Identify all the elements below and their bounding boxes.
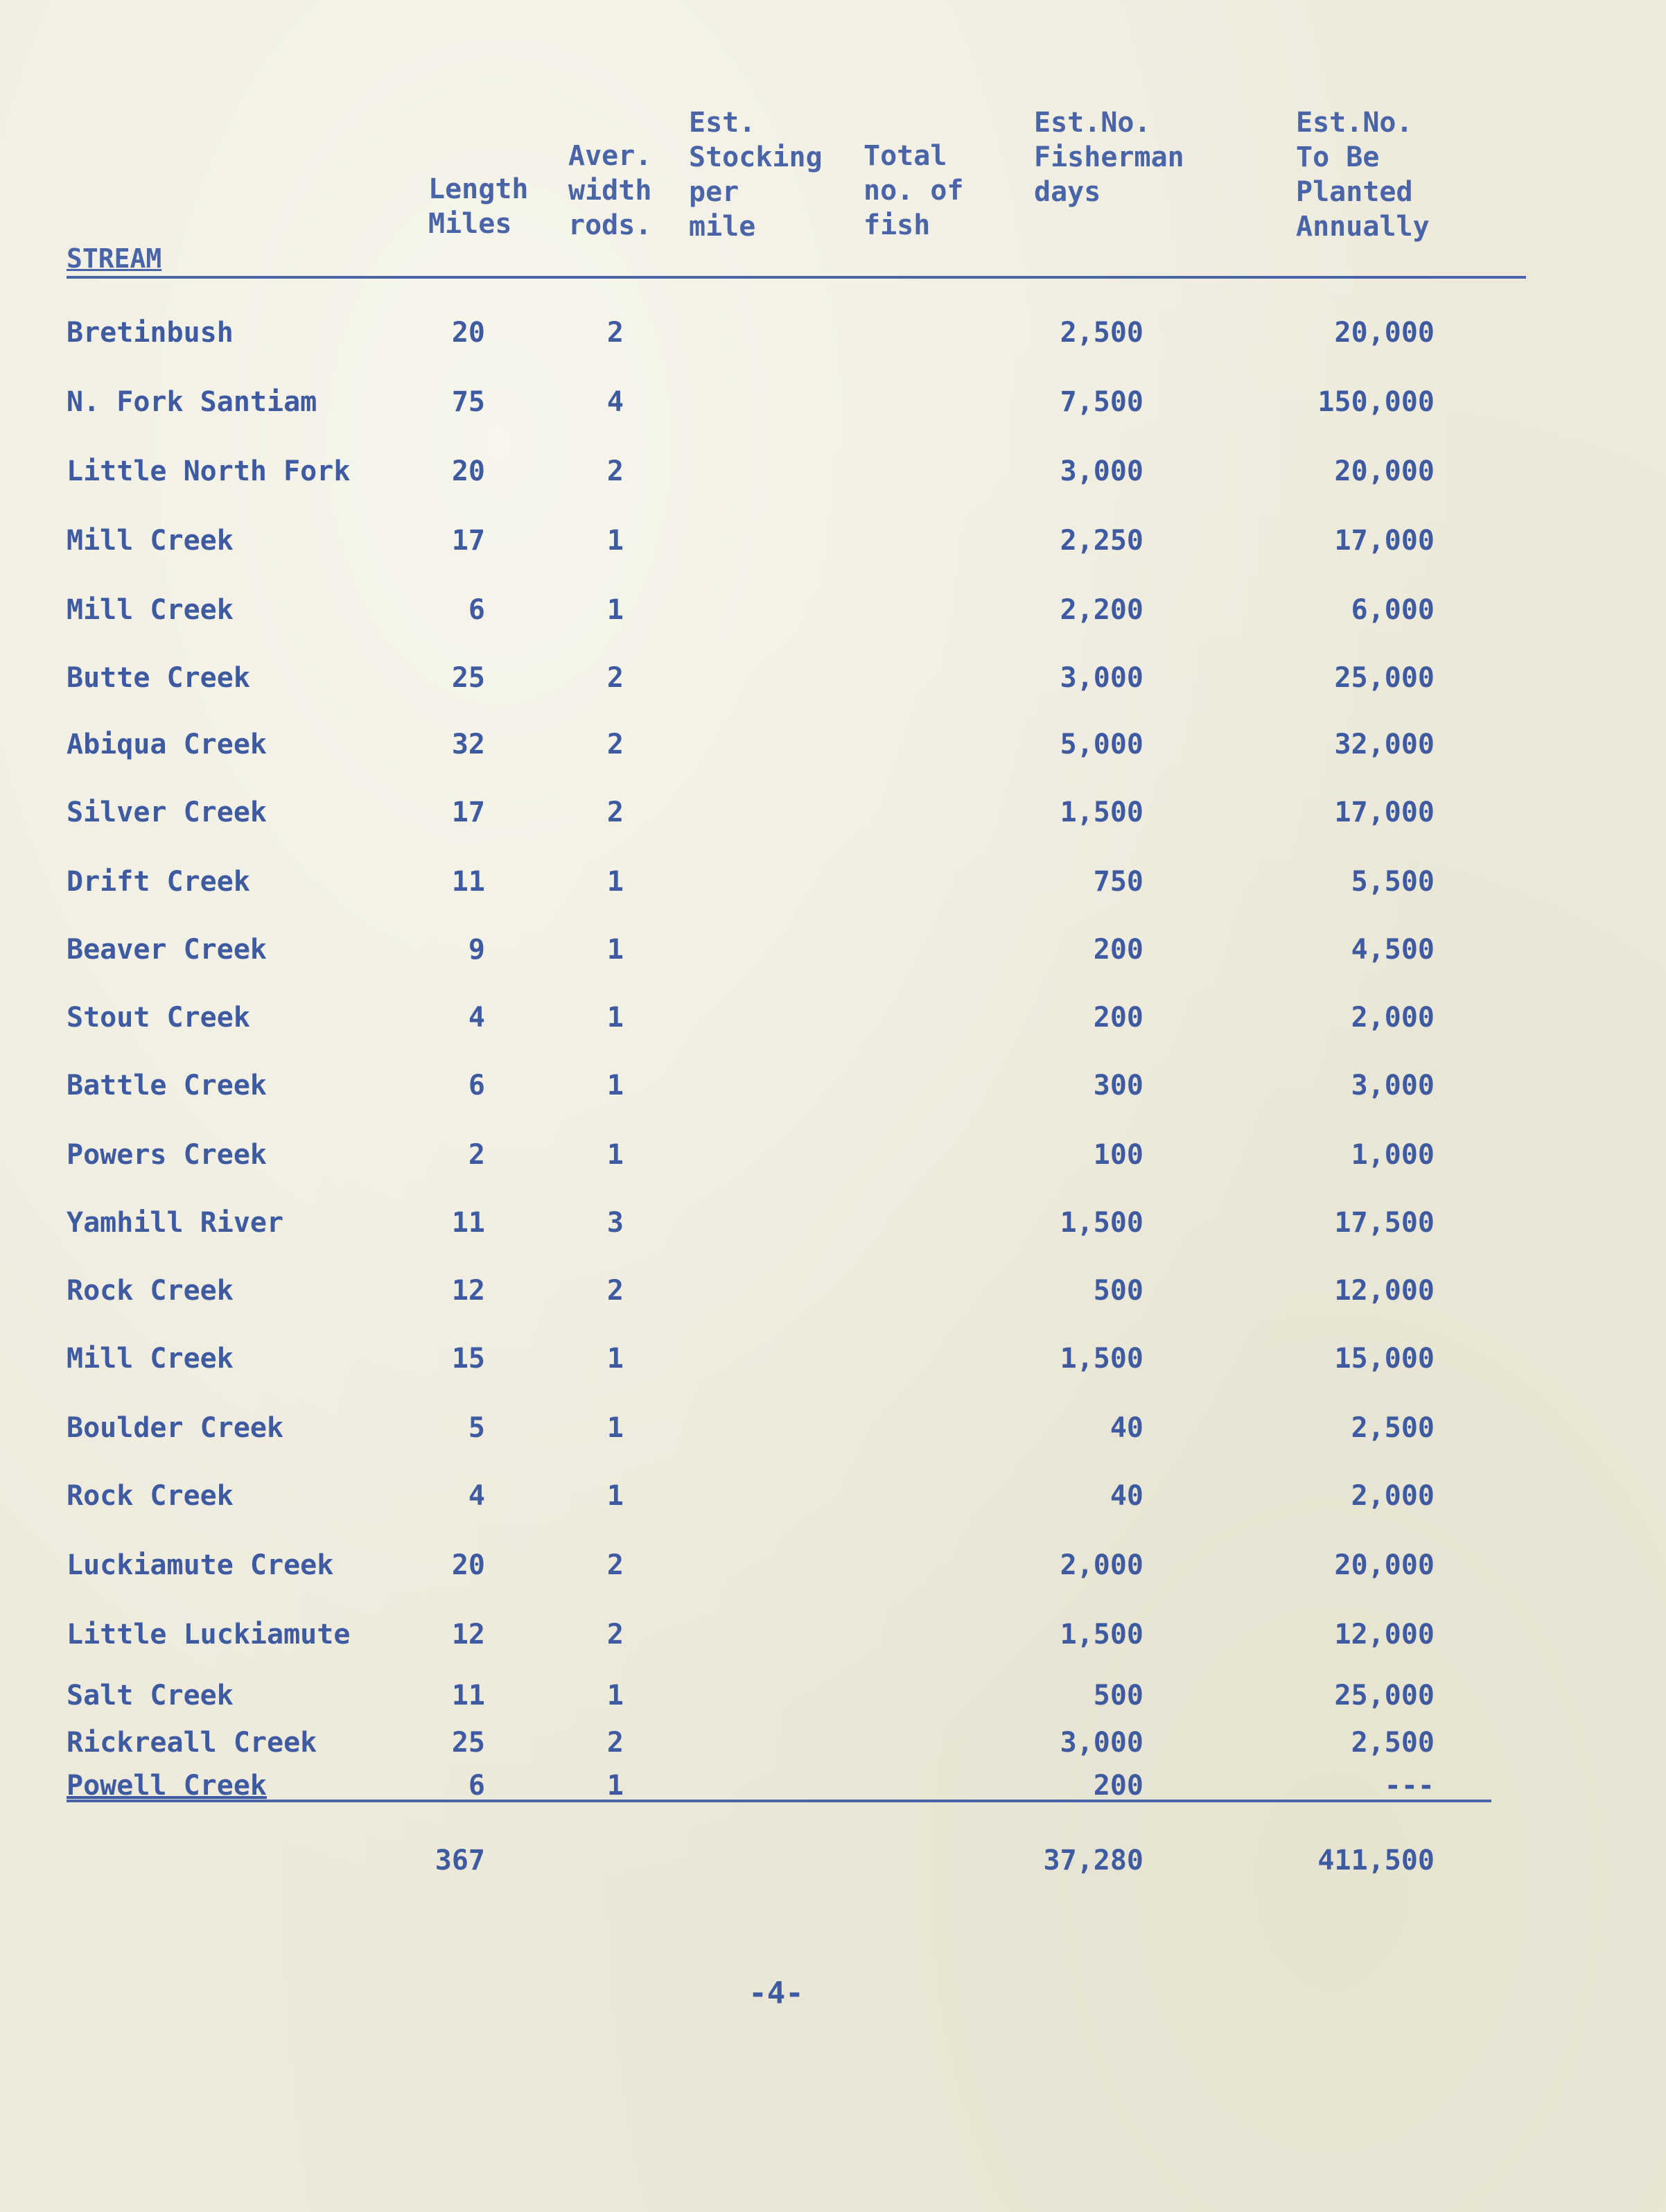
stream-name: Yamhill River — [67, 1207, 284, 1239]
length-miles: 6 — [468, 1070, 485, 1101]
average-width: 1 — [606, 1343, 624, 1375]
header-total-line: no. of — [863, 175, 964, 207]
length-miles: 4 — [468, 1002, 485, 1034]
table-row — [0, 1723, 1666, 1762]
stream-name: Rickreall Creek — [67, 1727, 317, 1759]
planted-annually: 1,000 — [1351, 1139, 1435, 1171]
length-miles: 25 — [451, 662, 485, 694]
table-row — [0, 1066, 1666, 1105]
planted-annually: 17,500 — [1334, 1207, 1435, 1239]
table-row — [0, 383, 1666, 421]
header-rule — [67, 276, 1526, 279]
header-length-line: Length — [428, 173, 529, 205]
table-row — [0, 725, 1666, 764]
table-row — [0, 1546, 1666, 1585]
average-width: 1 — [606, 1412, 624, 1444]
fisherman-days: 2,500 — [1060, 317, 1143, 349]
length-miles: 17 — [451, 796, 485, 828]
header-planted-annually — [1296, 105, 1430, 244]
length-miles: 20 — [451, 317, 485, 349]
stream-name: N. Fork Santiam — [67, 386, 317, 418]
stream-name: Stout Creek — [67, 1002, 250, 1034]
fisherman-days: 300 — [1093, 1070, 1143, 1101]
fisherman-days: 3,000 — [1060, 662, 1143, 694]
average-width: 2 — [606, 455, 624, 487]
table-row — [0, 793, 1666, 832]
stream-name: Butte Creek — [67, 662, 250, 694]
planted-annually: 6,000 — [1351, 594, 1435, 626]
planted-annually: 17,000 — [1334, 796, 1435, 828]
length-miles: 2 — [468, 1139, 485, 1171]
header-stocking — [689, 105, 823, 244]
table-row — [0, 1477, 1666, 1515]
stream-name: Powell Creek — [67, 1770, 267, 1802]
average-width: 4 — [606, 386, 624, 418]
planted-annually: 12,000 — [1334, 1619, 1435, 1651]
fisherman-days: 3,000 — [1060, 455, 1143, 487]
fisherman-days: 40 — [1110, 1412, 1143, 1444]
fisherman-days: 100 — [1093, 1139, 1143, 1171]
length-miles: 20 — [451, 1549, 485, 1581]
stream-name: Little Luckiamute — [67, 1619, 351, 1651]
table-row — [0, 591, 1666, 629]
table-row — [0, 1203, 1666, 1242]
average-width: 2 — [606, 1619, 624, 1651]
length-miles: 11 — [451, 1680, 485, 1712]
totals-rule — [67, 1800, 1491, 1802]
header-planted-line: Annually — [1296, 211, 1430, 243]
fisherman-days: 200 — [1093, 1002, 1143, 1034]
planted-annually: 3,000 — [1351, 1070, 1435, 1101]
average-width: 1 — [606, 594, 624, 626]
stream-name: Beaver Creek — [67, 934, 267, 966]
table-row — [0, 862, 1666, 901]
totals-row — [0, 1841, 1666, 1880]
header-width — [568, 139, 651, 243]
length-miles: 17 — [451, 525, 485, 557]
fisherman-days: 2,200 — [1060, 594, 1143, 626]
length-miles: 9 — [468, 934, 485, 966]
length-miles: 75 — [451, 386, 485, 418]
planted-annually: 12,000 — [1334, 1275, 1435, 1307]
average-width: 2 — [606, 662, 624, 694]
average-width: 3 — [606, 1207, 624, 1239]
total-planted: 411,500 — [1317, 1845, 1435, 1876]
header-stocking-line: Est. — [689, 107, 756, 139]
planted-annually: 2,000 — [1351, 1480, 1435, 1512]
header-width-line: rods. — [568, 209, 652, 241]
stream-name: Silver Creek — [67, 796, 267, 828]
fisherman-days: 200 — [1093, 1770, 1143, 1802]
header-planted-line: Planted — [1296, 176, 1413, 208]
planted-annually: 17,000 — [1334, 525, 1435, 557]
fisherman-days: 500 — [1093, 1680, 1143, 1712]
length-miles: 20 — [451, 455, 485, 487]
average-width: 1 — [606, 1070, 624, 1101]
header-total-line: fish — [863, 209, 931, 241]
table-row — [0, 521, 1666, 560]
length-miles: 11 — [451, 1207, 485, 1239]
average-width: 1 — [606, 1002, 624, 1034]
table-row — [0, 1615, 1666, 1654]
fisherman-days: 2,250 — [1060, 525, 1143, 557]
planted-annually: 25,000 — [1334, 1680, 1435, 1712]
planted-annually: 2,500 — [1351, 1727, 1435, 1759]
table-row — [0, 1409, 1666, 1447]
length-miles: 4 — [468, 1480, 485, 1512]
planted-annually: 15,000 — [1334, 1343, 1435, 1375]
length-miles: 12 — [451, 1619, 485, 1651]
stream-name: Luckiamute Creek — [67, 1549, 334, 1581]
table-row — [0, 930, 1666, 969]
table-row — [0, 313, 1666, 352]
average-width: 1 — [606, 866, 624, 898]
average-width: 1 — [606, 934, 624, 966]
total-length: 367 — [435, 1845, 485, 1876]
header-stocking-line: Stocking — [689, 141, 823, 173]
fisherman-days: 1,500 — [1060, 1343, 1143, 1375]
header-stocking-line: mile — [689, 211, 756, 243]
header-stocking-line: per — [689, 176, 739, 208]
fisherman-days: 500 — [1093, 1275, 1143, 1307]
stream-name: Boulder Creek — [67, 1412, 284, 1444]
length-miles: 6 — [468, 1770, 485, 1802]
header-length-line: Miles — [428, 208, 512, 240]
stream-name: Salt Creek — [67, 1680, 234, 1712]
stream-name: Battle Creek — [67, 1070, 267, 1101]
fisherman-days: 1,500 — [1060, 1207, 1143, 1239]
planted-annually: --- — [1384, 1770, 1435, 1802]
length-miles: 5 — [468, 1412, 485, 1444]
header-days-line: days — [1034, 176, 1101, 208]
table-row — [0, 1135, 1666, 1174]
planted-annually: 32,000 — [1334, 729, 1435, 760]
header-width-line: width — [568, 175, 652, 207]
total-fisherman-days: 37,280 — [1043, 1845, 1143, 1876]
stream-name: Rock Creek — [67, 1275, 234, 1307]
page-number: -4- — [748, 1976, 804, 2011]
length-miles: 12 — [451, 1275, 485, 1307]
fisherman-days: 200 — [1093, 934, 1143, 966]
stream-name: Powers Creek — [67, 1139, 267, 1171]
fisherman-days: 40 — [1110, 1480, 1143, 1512]
average-width: 1 — [606, 1480, 624, 1512]
fisherman-days: 1,500 — [1060, 796, 1143, 828]
planted-annually: 5,500 — [1351, 866, 1435, 898]
length-miles: 15 — [451, 1343, 485, 1375]
table-row — [0, 1676, 1666, 1715]
planted-annually: 20,000 — [1334, 1549, 1435, 1581]
length-miles: 11 — [451, 866, 485, 898]
table-row — [0, 1271, 1666, 1310]
length-miles: 6 — [468, 594, 485, 626]
stream-name: Bretinbush — [67, 317, 234, 349]
table-row — [0, 998, 1666, 1037]
length-miles: 32 — [451, 729, 485, 760]
header-days-line: Est.No. — [1034, 107, 1151, 139]
stream-name: Mill Creek — [67, 594, 234, 626]
table-row — [0, 1339, 1666, 1378]
stream-name: Drift Creek — [67, 866, 250, 898]
header-total — [863, 139, 964, 243]
average-width: 1 — [606, 525, 624, 557]
fisherman-days: 5,000 — [1060, 729, 1143, 760]
header-planted-line: Est.No. — [1296, 107, 1413, 139]
planted-annually: 4,500 — [1351, 934, 1435, 966]
table-row — [0, 452, 1666, 491]
average-width: 2 — [606, 1275, 624, 1307]
header-total-line: Total — [863, 140, 947, 172]
average-width: 1 — [606, 1139, 624, 1171]
planted-annually: 2,500 — [1351, 1412, 1435, 1444]
length-miles: 25 — [451, 1727, 485, 1759]
fisherman-days: 1,500 — [1060, 1619, 1143, 1651]
stream-name: Rock Creek — [67, 1480, 234, 1512]
planted-annually: 2,000 — [1351, 1002, 1435, 1034]
stream-name: Mill Creek — [67, 1343, 234, 1375]
planted-annually: 20,000 — [1334, 455, 1435, 487]
average-width: 2 — [606, 317, 624, 349]
table-row — [0, 659, 1666, 697]
average-width: 2 — [606, 1727, 624, 1759]
stream-name: Abiqua Creek — [67, 729, 267, 760]
header-length — [428, 172, 529, 241]
fisherman-days: 750 — [1093, 866, 1143, 898]
average-width: 2 — [606, 796, 624, 828]
average-width: 2 — [606, 729, 624, 760]
header-fisherman-days — [1034, 105, 1184, 209]
fisherman-days: 7,500 — [1060, 386, 1143, 418]
fisherman-days: 2,000 — [1060, 1549, 1143, 1581]
header-planted-line: To Be — [1296, 141, 1380, 173]
planted-annually: 150,000 — [1317, 386, 1435, 418]
planted-annually: 25,000 — [1334, 662, 1435, 694]
stream-name: Little North Fork — [67, 455, 351, 487]
header-stream: STREAM — [67, 243, 162, 274]
average-width: 2 — [606, 1549, 624, 1581]
header-width-line: Aver. — [568, 140, 652, 172]
stream-name: Mill Creek — [67, 525, 234, 557]
header-days-line: Fisherman — [1034, 141, 1184, 173]
planted-annually: 20,000 — [1334, 317, 1435, 349]
fisherman-days: 3,000 — [1060, 1727, 1143, 1759]
average-width: 1 — [606, 1770, 624, 1802]
average-width: 1 — [606, 1680, 624, 1712]
